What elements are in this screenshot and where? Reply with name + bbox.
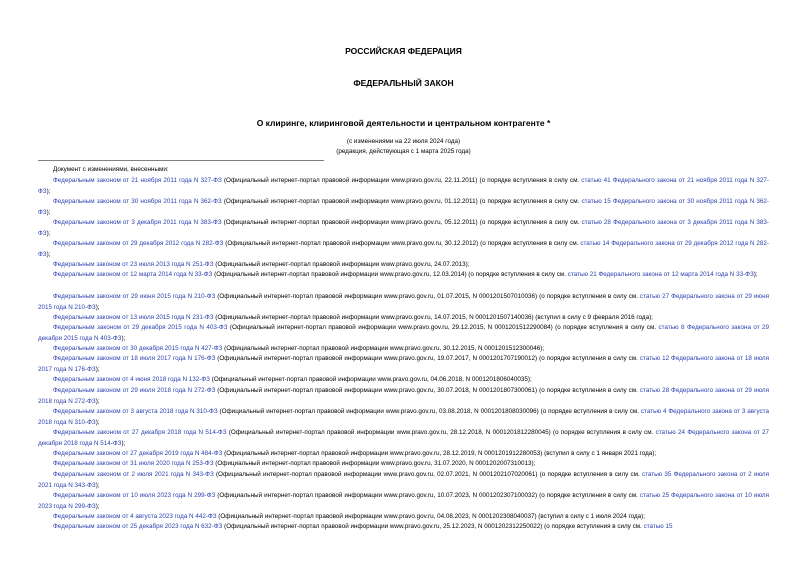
divider bbox=[38, 160, 324, 161]
edition-note: (редакция, действующая с 1 марта 2025 года) bbox=[336, 148, 471, 155]
amendment-article-link[interactable]: статью 21 Федерального закона от 12 марта 2014 года N 33-ФЗ bbox=[567, 271, 754, 278]
amendment-source-text: (Официальный интернет-портал правовой информации www.pravo.gov.ru, 01.07.2015, N 0001201507010036) (о порядке вступления в силу см. bbox=[215, 293, 640, 300]
amendment-law-link[interactable]: Федеральным законом от 29 декабря 2015 года N 403-ФЗ bbox=[53, 324, 228, 331]
amendments-intro: Документ с изменениями, внесенными: bbox=[53, 166, 169, 173]
amendment-law-link[interactable]: Федеральным законом от 30 ноября 2011 года N 362-ФЗ bbox=[53, 198, 222, 205]
amendment-source-text: (Официальный интернет-портал правовой информации www.pravo.gov.ru, 29.12.2015, N 0001201512290084) (о порядке вступления в силу см. bbox=[227, 324, 659, 331]
amendment-law-link[interactable]: Федеральным законом от 10 июля 2023 года N 299-ФЗ bbox=[53, 492, 216, 499]
amendment-law-link[interactable]: Федеральным законом от 23 июля 2013 года N 251-ФЗ bbox=[53, 261, 214, 268]
amendment-law-link[interactable]: Федеральным законом от 29 июля 2018 года N 272-ФЗ bbox=[53, 387, 216, 394]
amendment-law-link[interactable]: Федеральным законом от 21 ноября 2011 года N 327-ФЗ bbox=[53, 177, 222, 184]
amendment-tail-text: ); bbox=[95, 397, 100, 405]
amendment-item bbox=[38, 522, 769, 533]
amendment-tail-text: ); bbox=[95, 365, 100, 373]
amendment-article-link[interactable]: статью 41 Федерального закона от 21 ноября 2011 года N 327-ФЗ bbox=[38, 177, 769, 195]
amendment-law-link[interactable]: Федеральным законом от 29 июня 2015 года N 210-ФЗ bbox=[53, 293, 216, 300]
amendment-source-text: (Официальный интернет-портал правовой информации www.pravo.gov.ru, 22.11.2011) (о порядке вступления в силу см. bbox=[221, 177, 582, 184]
amendment-tail-text: ); bbox=[753, 271, 758, 278]
amendment-tail-text: ); bbox=[95, 418, 100, 426]
amendment-law-link[interactable]: Федеральным законом от 27 декабря 2018 года N 514-ФЗ bbox=[53, 429, 227, 436]
amendment-article-link[interactable]: статью 35 Федерального закона от 2 июля 2021 года N 343-ФЗ bbox=[38, 471, 769, 489]
amendment-source-text: (Официальный интернет-портал правовой информации www.pravo.gov.ru, 19.07.2017, N 0001201707190012) (о порядке вступления в силу см. bbox=[215, 355, 640, 362]
amendment-article-link[interactable]: статью 25 Федерального закона от 10 июля 2023 года N 299-ФЗ bbox=[38, 492, 770, 510]
amendment-tail-text: ); bbox=[46, 250, 51, 258]
amendment-source-text: (Официальный интернет-портал правовой информации www.pravo.gov.ru, 02.07.2021, N 0001202107020061) (о порядке вступления в силу см. bbox=[213, 471, 642, 478]
amendment-tail-text: ); bbox=[46, 229, 51, 237]
amendment-tail-text: ); bbox=[95, 481, 100, 489]
amendment-law-link[interactable]: Федеральным законом от 2 июля 2021 года N 343-ФЗ bbox=[53, 471, 214, 478]
amendment-item bbox=[38, 375, 769, 386]
amendment-item bbox=[38, 239, 769, 260]
amendment-item bbox=[38, 428, 769, 449]
amendment-source-text: (Официальный интернет-портал правовой информации www.pravo.gov.ru, 01.12.2011) (о порядке вступления в силу см. bbox=[221, 198, 582, 205]
amendment-item bbox=[38, 176, 769, 197]
amendment-source-text: (Официальный интернет-портал правовой информации www.pravo.gov.ru, 24.07.2013); bbox=[213, 261, 470, 268]
amendment-item bbox=[38, 260, 769, 271]
amendment-article-link[interactable]: статью 12 Федерального закона от 18 июля 2017 года N 176-ФЗ bbox=[38, 355, 770, 373]
amendment-item bbox=[38, 313, 769, 324]
amendment-article-link[interactable]: статью 4 Федерального закона от 3 августа 2018 года N 310-ФЗ bbox=[38, 408, 769, 426]
amendment-item bbox=[38, 323, 769, 344]
amendment-article-link[interactable]: статью 15 Федерального закона от 30 ноября 2011 года N 362-ФЗ bbox=[38, 198, 770, 216]
amendment-source-text: (Официальный интернет-портал правовой информации www.pravo.gov.ru, 28.12.2019, N 0001201912280053) (вступил в силу с 1 января 2021 года); bbox=[222, 450, 657, 457]
amendment-law-link[interactable]: Федеральным законом от 30 декабря 2015 года N 427-ФЗ bbox=[53, 345, 223, 352]
amendment-article-link[interactable]: статью 14 Федерального закона от 29 декабря 2012 года N 282-ФЗ bbox=[38, 240, 769, 258]
amendment-source-text: (Официальный интернет-портал правовой информации www.pravo.gov.ru, 31.07.2020, N 0001202007310013); bbox=[213, 460, 536, 467]
amendment-article-link[interactable]: статью 15 bbox=[643, 523, 673, 530]
amendment-source-text: (Официальный интернет-портал правовой информации www.pravo.gov.ru, 05.12.2011) (о порядке вступления в силу см. bbox=[221, 219, 582, 226]
amendment-source-text: (Официальный интернет-портал правовой информации www.pravo.gov.ru, 04.06.2018, N 0001201806040035); bbox=[209, 376, 532, 383]
amendment-law-link[interactable]: Федеральным законом от 18 июля 2017 года N 176-ФЗ bbox=[53, 355, 216, 362]
amendment-law-link[interactable]: Федеральным законом от 25 декабря 2023 года N 632-ФЗ bbox=[53, 523, 223, 530]
amendment-item bbox=[38, 512, 769, 523]
amendment-item bbox=[38, 449, 769, 460]
amendment-source-text: (Официальный интернет-портал правовой информации www.pravo.gov.ru, 30.12.2012) (о порядке вступления в силу см. bbox=[223, 240, 581, 247]
amendment-item bbox=[38, 354, 769, 375]
amendment-source-text: (Официальный интернет-портал правовой информации www.pravo.gov.ru, 30.12.2015, N 0001201512300046); bbox=[222, 345, 545, 352]
amendment-law-link[interactable]: Федеральным законом от 29 декабря 2012 года N 282-ФЗ bbox=[53, 240, 224, 247]
amendment-article-link[interactable]: статью 24 Федерального закона от 27 декабря 2018 года N 514-ФЗ bbox=[38, 429, 770, 447]
amendment-source-text: (Официальный интернет-портал правовой информации www.pravo.gov.ru, 30.07.2018, N 0001201807300061) (о порядке вступления в силу см. bbox=[215, 387, 640, 394]
amendment-item bbox=[38, 197, 769, 218]
amendment-law-link[interactable]: Федеральным законом от 31 июля 2020 года N 253-ФЗ bbox=[53, 460, 214, 467]
amendment-article-link[interactable]: статью 27 Федерального закона от 29 июня 2015 года N 210-ФЗ bbox=[38, 293, 770, 311]
country-heading: РОССИЙСКАЯ ФЕДЕРАЦИЯ bbox=[345, 46, 462, 56]
amendment-source-text: (Официальный интернет-портал правовой информации www.pravo.gov.ru, 12.03.2014) (о порядке вступления в силу см. bbox=[212, 271, 568, 278]
amendment-article-link[interactable]: статью 28 Федерального закона от 29 июля 2018 года N 272-ФЗ bbox=[38, 387, 770, 405]
amendment-item bbox=[38, 491, 769, 512]
amendment-tail-text: ); bbox=[95, 303, 100, 311]
amendment-law-link[interactable]: Федеральным законом от 27 декабря 2019 года N 484-ФЗ bbox=[53, 450, 223, 457]
amendment-source-text: (Официальный интернет-портал правовой информации www.pravo.gov.ru, 25.12.2023, N 0001202312250022) (о порядке вступления в силу см. bbox=[222, 523, 644, 530]
amendment-tail-text: ); bbox=[46, 187, 51, 195]
amendment-source-text: (Официальный интернет-портал правовой информации www.pravo.gov.ru, 10.07.2023, N 0001202307100032) (о порядке вступления в силу см. bbox=[215, 492, 640, 499]
amendment-source-text: (Официальный интернет-портал правовой информации www.pravo.gov.ru, 03.08.2018, N 0001201808030096) (о порядке вступления в силу см. bbox=[217, 408, 641, 415]
amendment-source-text: (Официальный интернет-портал правовой информации www.pravo.gov.ru, 14.07.2015, N 0001201507140036) (вступил в силу с 9 февраля 2016 года); bbox=[213, 314, 653, 321]
amendment-item bbox=[38, 270, 769, 281]
amendment-source-text: (Официальный интернет-портал правовой информации www.pravo.gov.ru, 04.08.2023, N 0001202308040037) (вступил в силу с 1 июля 2024 года); bbox=[216, 513, 645, 520]
amendment-law-link[interactable]: Федеральным законом от 3 декабря 2011 года N 383-ФЗ bbox=[53, 219, 222, 226]
amendment-law-link[interactable]: Федеральным законом от 12 марта 2014 года N 33-ФЗ bbox=[53, 271, 213, 278]
amended-note: (с изменениями на 22 июля 2024 года) bbox=[346, 138, 461, 145]
amendment-item bbox=[38, 386, 769, 407]
amendment-item bbox=[38, 459, 769, 470]
amendment-article-link[interactable]: статью 8 Федерального закона от 29 декабря 2015 года N 403-ФЗ bbox=[38, 324, 770, 342]
amendment-law-link[interactable]: Федеральным законом от 13 июля 2015 года N 231-ФЗ bbox=[53, 314, 214, 321]
amendment-item bbox=[38, 292, 769, 313]
amendment-law-link[interactable]: Федеральным законом от 4 августа 2023 года N 442-ФЗ bbox=[53, 513, 217, 520]
amendment-tail-text: ); bbox=[121, 334, 126, 342]
amendment-item bbox=[38, 344, 769, 355]
amendment-article-link[interactable]: статью 28 Федерального закона от 3 декабря 2011 года N 383-ФЗ bbox=[38, 219, 770, 237]
amendment-item bbox=[38, 218, 769, 239]
amendment-law-link[interactable]: Федеральным законом от 4 июня 2018 года N 132-ФЗ bbox=[53, 376, 210, 383]
doc-type-heading: ФЕДЕРАЛЬНЫЙ ЗАКОН bbox=[353, 78, 454, 88]
amendment-tail-text: ); bbox=[46, 208, 51, 216]
amendment-source-text: (Официальный интернет-портал правовой информации www.pravo.gov.ru, 28.12.2018, N 0001201812280045) (о порядке вступления в силу см. bbox=[226, 429, 656, 436]
amendment-item bbox=[38, 470, 769, 491]
amendment-tail-text: ); bbox=[121, 439, 126, 447]
document-title: О клиринге, клиринговой деятельности и центральном контрагенте * bbox=[256, 118, 551, 128]
amendment-law-link[interactable]: Федеральным законом от 3 августа 2018 года N 310-ФЗ bbox=[53, 408, 218, 415]
amendment-item bbox=[38, 407, 769, 428]
amendment-tail-text: ); bbox=[95, 502, 100, 510]
